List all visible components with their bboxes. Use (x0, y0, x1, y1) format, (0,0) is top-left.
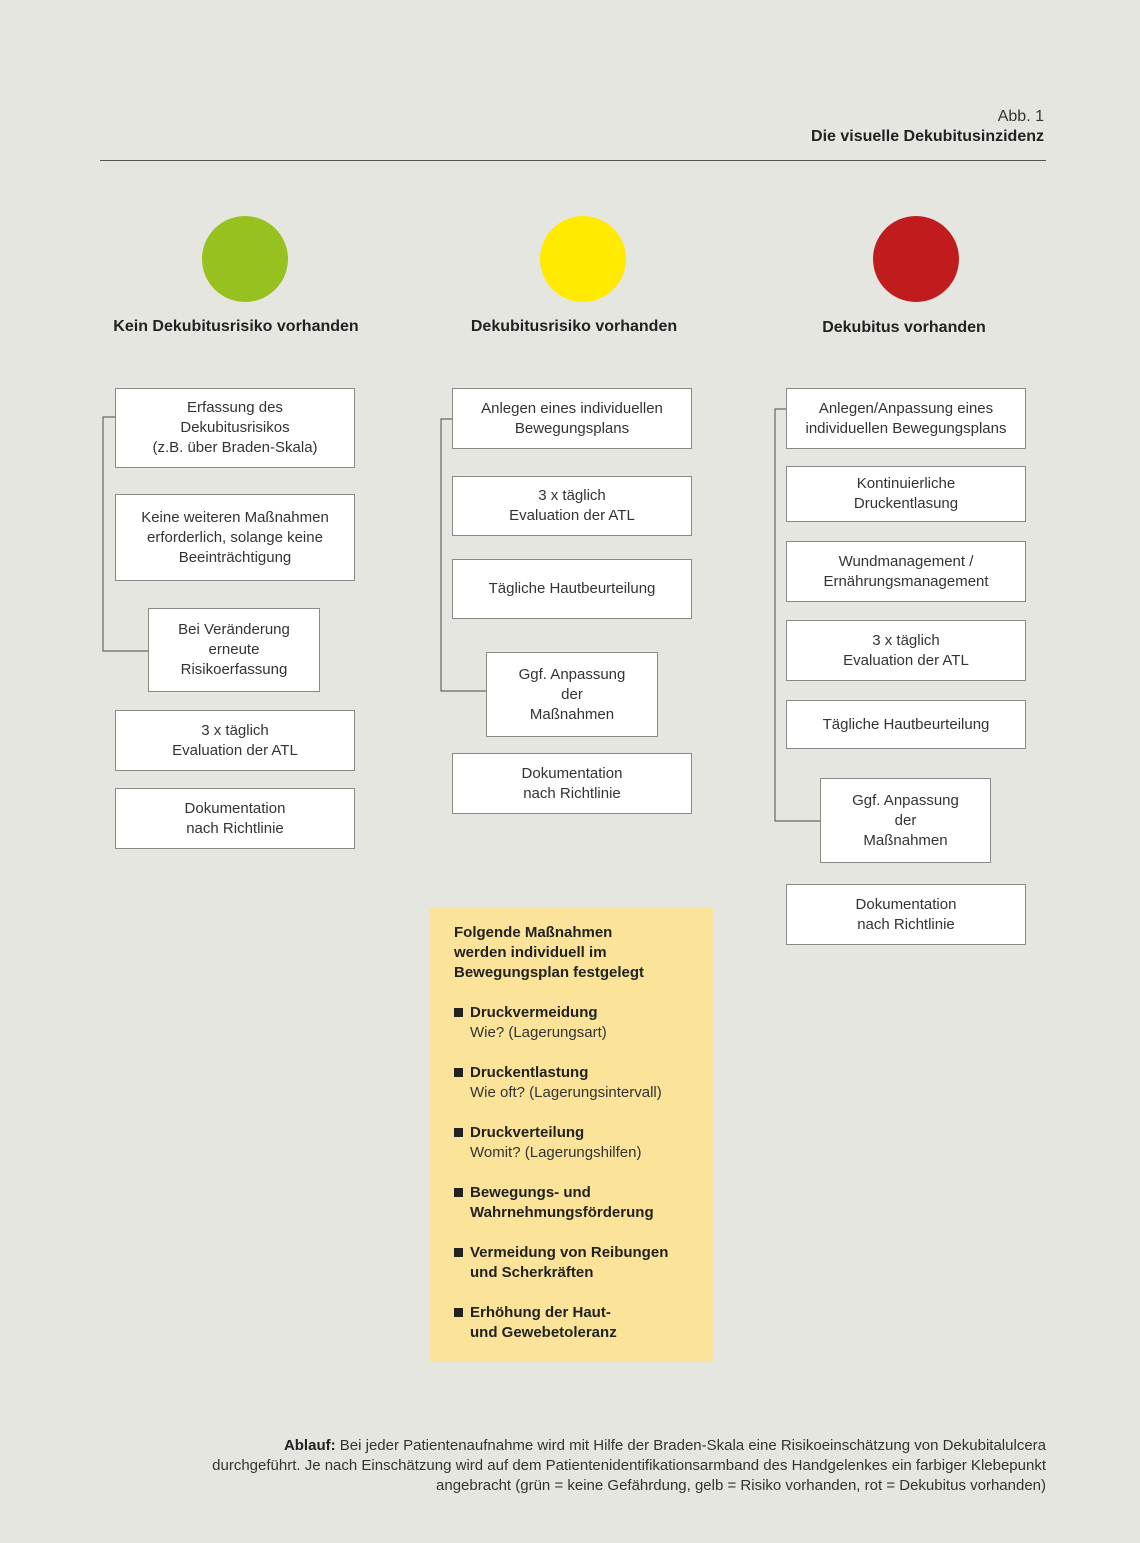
square-bullet-icon (454, 1188, 463, 1197)
step-adjust-measures: Ggf. Anpassung der Maßnahmen (820, 778, 991, 863)
figure-title: Die visuelle Dekubitusinzidenz (811, 128, 1044, 145)
step-pressure-relief: Kontinuierliche Druckentlasung (786, 466, 1026, 522)
note-item-title: Druckvermeidung (470, 1004, 598, 1021)
column-title-decubitus: Dekubitus vorhanden (822, 319, 986, 336)
figure-label: Abb. 1 (997, 108, 1044, 125)
note-item-title: Druckentlastung (470, 1064, 589, 1081)
loop-connector-yellow (441, 419, 487, 691)
step-no-further-measures: Keine weiteren Maßnahmen erforderlich, solange keine Beeinträchtigung (115, 494, 355, 581)
step-risk-assessment: Erfassung des Dekubitusrisikos (z.B. über Braden-Skala) (115, 388, 355, 468)
square-bullet-icon (454, 1128, 463, 1137)
note-item-title: Vermeidung von Reibungen und Scherkräften (470, 1244, 669, 1281)
square-bullet-icon (454, 1308, 463, 1317)
step-reassessment: Bei Veränderung erneute Risikoerfassung (148, 608, 320, 692)
column-title-no-risk: Kein Dekubitusrisiko vorhanden (113, 318, 359, 335)
step-skin-assessment: Tägliche Hautbeurteilung (786, 700, 1026, 749)
note-item-detail: Wie? (Lagerungsart) (470, 1024, 607, 1041)
square-bullet-icon (454, 1248, 463, 1257)
square-bullet-icon (454, 1068, 463, 1077)
caption-text: Bei jeder Patientenaufnahme wird mit Hilfe der Braden-Skala eine Risikoeinschätzung von Dekubitalulcera durchgeführt. Je nach Einschätzung wird auf dem Patientenidentifikationsarmband des Handgelenkes ein farbiger Klebepunkt angebracht (grün = keine Gefährdung, gelb = Risiko vorhanden, rot = Dekubitus vorhanden) (212, 1437, 1046, 1494)
note-item (454, 1003, 703, 1043)
step-wound-nutrition-management: Wundmanagement / Ernährungsmanagement (786, 541, 1026, 602)
step-movement-plan: Anlegen eines individuellen Bewegungsplans (452, 388, 692, 449)
note-item (454, 1183, 703, 1223)
yellow-dot (540, 216, 626, 302)
note-item-detail: Womit? (Lagerungshilfen) (470, 1144, 642, 1161)
step-documentation: Dokumentation nach Richtlinie (452, 753, 692, 814)
procedure-caption (196, 1436, 1046, 1496)
note-item (454, 1303, 703, 1343)
red-dot (873, 216, 959, 302)
step-adjust-measures: Ggf. Anpassung der Maßnahmen (486, 652, 658, 737)
note-item-title: Erhöhung der Haut- und Gewebetoleranz (470, 1304, 617, 1341)
caption-label: Ablauf: (283, 1437, 336, 1454)
step-atl-evaluation: 3 x täglich Evaluation der ATL (115, 710, 355, 771)
note-item-title: Druckverteilung (470, 1124, 585, 1141)
step-atl-evaluation: 3 x täglich Evaluation der ATL (786, 620, 1026, 681)
green-dot (202, 216, 288, 302)
column-title-risk: Dekubitusrisiko vorhanden (470, 318, 678, 335)
note-item (454, 1063, 703, 1103)
step-atl-evaluation: 3 x täglich Evaluation der ATL (452, 476, 692, 536)
step-documentation: Dokumentation nach Richtlinie (115, 788, 355, 849)
note-item (454, 1243, 703, 1283)
step-skin-assessment: Tägliche Hautbeurteilung (452, 559, 692, 619)
step-documentation: Dokumentation nach Richtlinie (786, 884, 1026, 945)
measures-note (429, 907, 713, 1362)
note-item-title: Bewegungs- und Wahrnehmungsförderung (470, 1184, 654, 1221)
note-item-detail: Wie oft? (Lagerungsintervall) (470, 1084, 662, 1101)
step-movement-plan-adjust: Anlegen/Anpassung eines individuellen Bewegungsplans (786, 388, 1026, 449)
note-item (454, 1123, 703, 1163)
square-bullet-icon (454, 1008, 463, 1017)
note-heading: Folgende Maßnahmen werden individuell im Bewegungsplan festgelegt (454, 924, 645, 981)
